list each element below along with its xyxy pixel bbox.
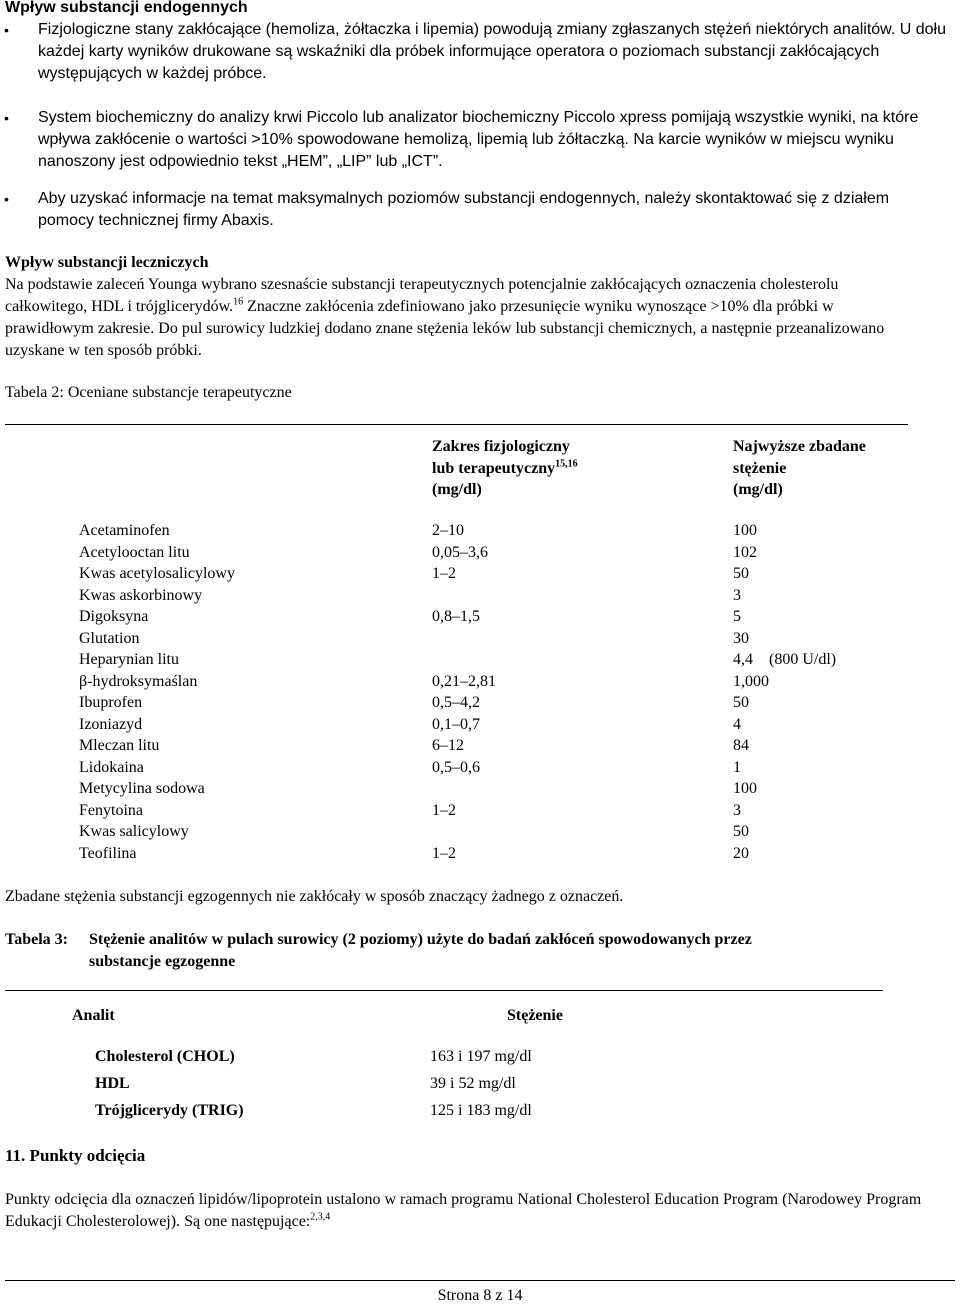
reference-mark: 15,16 xyxy=(555,458,578,470)
table-row xyxy=(0,628,960,650)
header-line: Najwyższe zbadane xyxy=(733,438,866,455)
range-cell: 0,5–0,6 xyxy=(432,758,480,776)
cutoffs-heading: 11. Punkty odcięcia xyxy=(5,1146,146,1165)
header-line: (mg/dl) xyxy=(432,481,482,498)
cutoffs-text: Punkty odcięcia dla oznaczeń lipidów/lipoprotein ustalono w ramach programu National Cholesterol Education Program (Narodowey Program Edukacji Cholesterolowej). Są one następujące: xyxy=(5,1191,922,1230)
table2-col-range-header xyxy=(432,436,578,501)
max-concentration-cell: 4,4 (800 U/dl) xyxy=(733,651,837,668)
reference-mark: 2,3,4 xyxy=(310,1211,331,1223)
table-row xyxy=(0,1100,960,1127)
table-row xyxy=(0,542,960,564)
substance-name-cell: Kwas acetylosalicylowy xyxy=(79,565,235,582)
range-cell: 0,1–0,7 xyxy=(432,715,480,733)
range-cell: 1–2 xyxy=(432,801,456,819)
page-number-text: Strona 8 z 14 xyxy=(437,1287,523,1304)
substance-name-cell: Kwas salicylowy xyxy=(79,823,189,840)
table3-caption xyxy=(89,929,909,973)
table-row xyxy=(0,843,960,865)
max-concentration-cell: 102 xyxy=(733,543,757,561)
table-row xyxy=(0,1046,960,1073)
concentration-cell: 39 i 52 mg/dl xyxy=(430,1075,516,1092)
table3-col-concentration-header: Stężenie xyxy=(507,1007,563,1024)
table-row xyxy=(0,520,960,542)
header-line: stężenie xyxy=(733,459,787,477)
header-line: Zakres fizjologiczny xyxy=(432,438,570,455)
endogenous-heading: Wpływ substancji endogennych xyxy=(5,0,248,16)
bullet-icon: • xyxy=(4,110,9,126)
bullet-item xyxy=(0,107,960,173)
concentration-cell: 125 i 183 mg/dl xyxy=(430,1102,532,1119)
cutoffs-paragraph xyxy=(5,1189,925,1233)
substance-name-cell: Kwas askorbinowy xyxy=(79,586,203,604)
substance-name-cell: β-hydroksymaślan xyxy=(79,672,198,690)
header-line: (mg/dl) xyxy=(733,481,783,498)
table-divider xyxy=(5,990,883,991)
max-concentration-cell: 5 xyxy=(733,608,741,625)
range-cell: 1–2 xyxy=(432,844,456,862)
table-row xyxy=(0,563,960,585)
table2-note: Zbadane stężenia substancji egzogennych nie zakłócały w sposób znaczący żadnego z oznaczeń. xyxy=(5,888,624,905)
bullet-text: Aby uzyskać informacje na temat maksymalnych poziomów substancji endogennych, należy skontaktować się z działem pomocy technicznej firmy Abaxis. xyxy=(38,190,890,229)
substance-name-cell: Acetylooctan litu xyxy=(79,543,190,561)
max-concentration-cell: 1,000 xyxy=(733,672,769,690)
bullet-item xyxy=(0,19,960,85)
range-cell: 0,21–2,81 xyxy=(432,672,496,690)
substance-name-cell: Lidokaina xyxy=(79,758,144,776)
range-cell: 6–12 xyxy=(432,737,464,754)
table-row xyxy=(0,671,960,693)
drugs-text-a: Na podstawie zaleceń Younga wybrano szesnaście substancji terapeutycznych potencjalnie zakłócających oznaczenia cholesterolu całkowitego, HDL i trójglicerydów. xyxy=(5,276,839,315)
max-concentration-cell: 84 xyxy=(733,737,749,754)
table3-body xyxy=(0,1046,960,1126)
range-cell: 0,5–4,2 xyxy=(432,694,480,711)
substance-name-cell: Fenytoina xyxy=(79,801,143,819)
header-text: lub terapeutyczny xyxy=(432,459,556,477)
table-row xyxy=(0,800,960,822)
table2-body xyxy=(0,520,960,868)
drugs-heading: Wpływ substancji leczniczych xyxy=(5,254,209,271)
table-row xyxy=(0,821,960,843)
range-cell: 1–2 xyxy=(432,565,456,582)
table-row xyxy=(0,692,960,714)
max-concentration-cell: 30 xyxy=(733,629,749,647)
table-row xyxy=(0,778,960,800)
caption-line: Stężenie analitów w pulach surowicy (2 poziomy) użyte do badań zakłóceń spowodowanych przez xyxy=(89,931,752,948)
bullet-icon: • xyxy=(4,22,9,38)
substance-name-cell: Teofilina xyxy=(79,844,137,862)
max-concentration-cell: 1 xyxy=(733,758,741,776)
table3-caption-label: Tabela 3: xyxy=(5,931,68,948)
substance-name-cell: Digoksyna xyxy=(79,608,149,625)
table-divider xyxy=(5,424,908,425)
analyte-name-cell: Trójglicerydy (TRIG) xyxy=(95,1102,244,1119)
max-concentration-cell: 4 xyxy=(733,715,741,733)
substance-name-cell: Heparynian litu xyxy=(79,651,179,668)
table2-caption: Tabela 2: Oceniane substancje terapeutyczne xyxy=(5,384,292,401)
concentration-cell: 163 i 197 mg/dl xyxy=(430,1048,532,1065)
table2-col-max-header xyxy=(733,436,866,501)
table-row xyxy=(0,735,960,757)
table-row xyxy=(0,649,960,671)
range-cell: 0,05–3,6 xyxy=(432,543,488,561)
header-line xyxy=(432,458,578,480)
page-number xyxy=(0,1285,960,1307)
caption-line: substancje egzogenne xyxy=(89,953,236,970)
analyte-name-cell: HDL xyxy=(95,1075,130,1092)
reference-mark: 16 xyxy=(233,296,244,308)
bullet-icon: • xyxy=(4,191,9,207)
max-concentration-cell: 50 xyxy=(733,694,749,711)
table-row xyxy=(0,714,960,736)
table-row xyxy=(0,585,960,607)
bullet-text: Fizjologiczne stany zakłócające (hemoliza, żółtaczka i lipemia) powodują zmiany zgłaszanych stężeń niektórych analitów. U dołu każdej karty wyników drukowane są wskaźniki dla próbek informujące operatora o poziomach substancji zakłócających występujących w każdej próbce. xyxy=(38,21,946,82)
table-row xyxy=(0,757,960,779)
analyte-name-cell: Cholesterol (CHOL) xyxy=(95,1048,235,1065)
drugs-text-b: Znaczne zakłócenia zdefiniowano jako przesunięcie wyniku wynoszące >10% dla próbki w prawidłowym zakresie. Do pul surowicy ludzkiej dodano znane stężenia leków lub substancji chemicznych, a następnie przeanalizowano uzyskane w ten sposób próbki. xyxy=(5,298,885,359)
max-concentration-cell: 50 xyxy=(733,565,749,582)
substance-name-cell: Mleczan litu xyxy=(79,737,160,754)
substance-name-cell: Izoniazyd xyxy=(79,715,143,733)
max-concentration-cell: 50 xyxy=(733,823,749,840)
max-concentration-cell: 100 xyxy=(733,522,757,539)
max-concentration-cell: 3 xyxy=(733,801,741,819)
bullet-text: System biochemiczny do analizy krwi Piccolo lub analizator biochemiczny Piccolo xpress pomijają wszystkie wyniki, na które wpływa zakłócenie o wartości >10% spowodowane hemolizą, lipemią lub żółtaczką. Na karcie wyników w miejscu wyniku nanoszony jest odpowiednio tekst „HEM”, „LIP” lub „ICT”. xyxy=(38,109,919,170)
table-row xyxy=(0,606,960,628)
bullet-item xyxy=(0,188,960,232)
footer-divider xyxy=(5,1280,955,1281)
table3-col-analyte-header: Analit xyxy=(72,1007,115,1024)
drugs-paragraph xyxy=(5,274,910,362)
max-concentration-cell: 3 xyxy=(733,586,741,604)
range-cell: 2–10 xyxy=(432,522,464,539)
substance-name-cell: Glutation xyxy=(79,629,140,647)
substance-name-cell: Ibuprofen xyxy=(79,694,143,711)
max-concentration-cell: 20 xyxy=(733,844,749,862)
range-cell: 0,8–1,5 xyxy=(432,608,480,625)
substance-name-cell: Acetaminofen xyxy=(79,522,170,539)
max-concentration-cell: 100 xyxy=(733,780,757,797)
substance-name-cell: Metycylina sodowa xyxy=(79,780,205,797)
table-row xyxy=(0,1073,960,1100)
